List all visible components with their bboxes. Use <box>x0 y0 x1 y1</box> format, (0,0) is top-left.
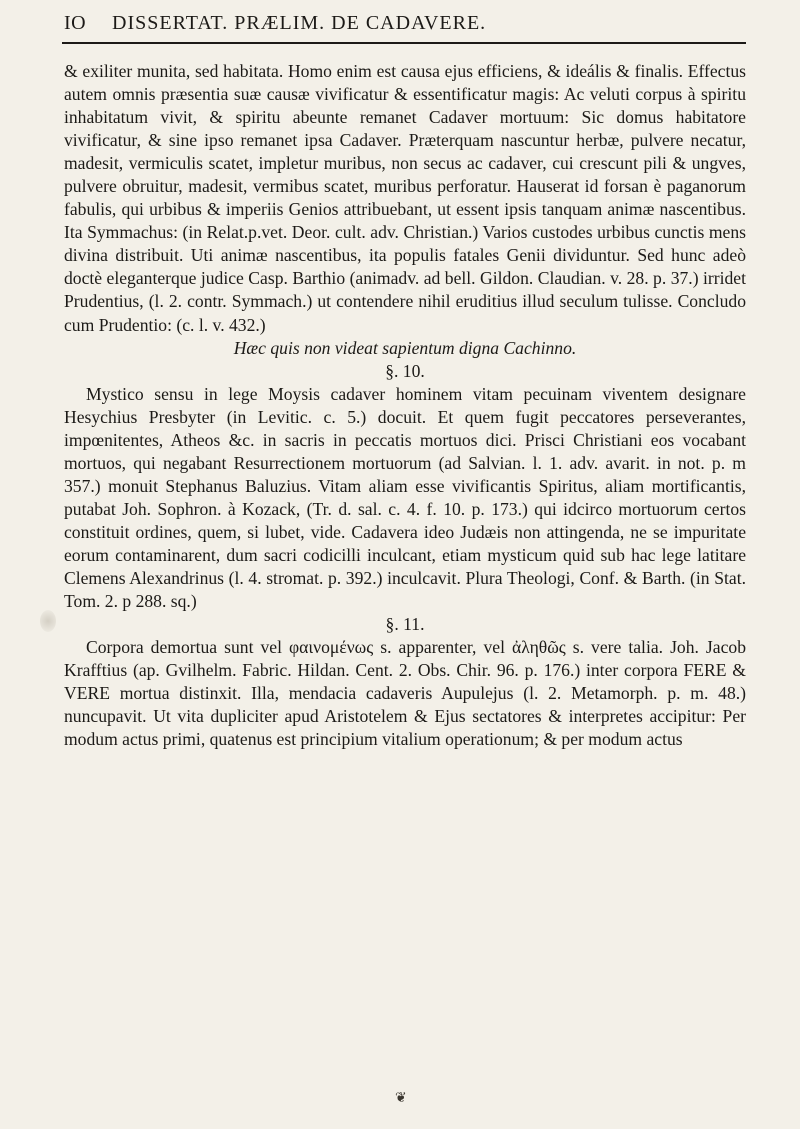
verse-quote: Hæc quis non videat sapientum digna Cachinno. <box>233 337 577 358</box>
running-title: DISSERTAT. PRÆLIM. DE CADAVERE. <box>112 12 487 34</box>
section-heading-11: §. 11. <box>385 614 425 635</box>
running-header <box>62 8 746 44</box>
section-heading-10: §. 10. <box>385 360 425 381</box>
paragraph-2: Mystico sensu in lege Moysis cadaver hominem vitam pecuinam viventem designare Hesychius Presbyter (in Levitic. c. 5.) docuit. Et quem fugit peccatores perseverantes, impœnitentes, Atheos &c. in sacris in peccatis mortuos dici. Prisci Christiani eos vocabant mortuos, qui negabant Resurrectionem mortuorum (ad Salvian. l. 1. adv. avarit. in not. p. m 357.) monuit Stephanus Baluzius. Vitam aliam esse vivificantis Spiritus, aliam mortificantis, putabat Joh. Sophron. à Kozack, (Tr. d. sal. c. 4. f. 10. p. 173.) qui idcirco mortuorum certos constituit ordines, quem, si lubet, vide. Cadavera ideo Judæis non attingenda, ne se impuritate eorum contaminarent, dum sacri codicilli inculcant, etiam mysticum quid sub hac lege latitare Clemens Alexandrinus (l. 4. stromat. p. 392.) inculcavit. Plura Theologi, Conf. & Barth. (in Stat. Tom. 2. p 288. sq.) <box>64 383 746 612</box>
text-body <box>64 60 746 751</box>
paragraph-1: & exiliter munita, sed habitata. Homo enim est causa ejus efficiens, & ideális & finalis. Effectus autem omnis præsentia suæ causæ vivificatur & essentificatur magis: Ac veluti corpus à spiritu inhabitatum vivit, & spiritu abeunte remanet Cadaver mortuum: Sic domus habitatore vivificatur, & sine ipso remanet ipsa Cadaver. Præterquam nascuntur herbæ, pulvere necatur, madesit, vermiculis scatet, impletur muribus, non secus ac cadaver, cui crescunt pili & ungves, pulvere obruitur, madesit, vermibus scatet, muribus perforatur. Hauserat id forsan è paganorum fabulis, qui urbibus & imperiis Genios attribuebant, ut essent ipsis tanquam animæ nascentibus. Ita Symmachus: (in Relat.p.vet. Deor. cult. adv. Christian.) Varios custodes urbibus cunctis mens divina distribuit. Uti animæ nascentibus, ita populis fatales Genii dividuntur. Sed hunc adeò doctè eleganterque judice Casp. Barthio (animadv. ad bell. Gildon. Claudian. v. 28. p. 37.) irridet Prudentius, (l. 2. contr. Symmach.) ut contendere nihil eruditius illud seculum tulisse. Concludo cum Prudentio: (c. l. v. 432.) <box>64 61 746 335</box>
paper-stain <box>40 610 56 632</box>
paragraph-3: Corpora demortua sunt vel φαινομένως s. apparenter, vel ἀληθῶς s. vere talia. Joh. Jacob Krafftius (ap. Gvilhelm. Fabric. Hildan. Cent. 2. Obs. Chir. 96. p. 176.) inter corpora FERE & VERE mortua distinxit. Illa, mendacia cadaveris Aupulejus (l. 2. Metamorph. p. m. 48.) nuncupavit. Ut vita dupliciter apud Aristotelem & Ejus sectatores & interpretes accipitur: Per modum actus primi, quatenus est principium vitalium operationum; & per modum actus <box>64 637 746 750</box>
footer-ornament: ❦ <box>395 1090 407 1106</box>
page-number: IO <box>64 12 87 34</box>
